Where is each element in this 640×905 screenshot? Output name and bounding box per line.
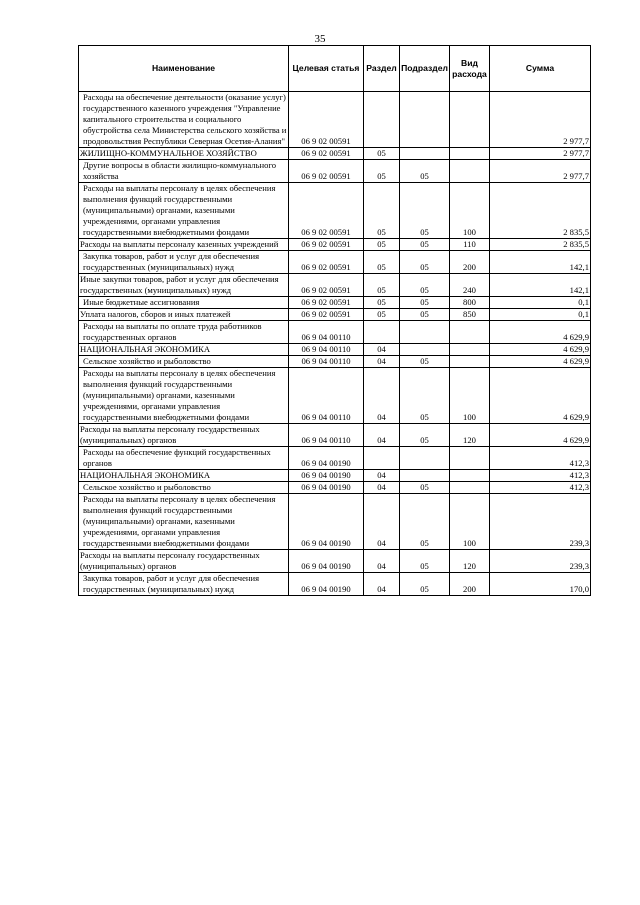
table-row xyxy=(79,424,591,447)
row-expense-type xyxy=(450,344,490,356)
row-name: Расходы на обеспечение функций государственных органов xyxy=(79,447,289,470)
row-section: 04 xyxy=(364,573,400,596)
row-section: 04 xyxy=(364,344,400,356)
row-subsection xyxy=(400,344,450,356)
row-section: 04 xyxy=(364,482,400,494)
row-name: Расходы на выплаты персоналу в целях обеспечения выполнения функций государственными (муниципальными) органами, казенными учреждениями, органами управления государственными внебюджетными фондами xyxy=(79,183,289,239)
row-section: 04 xyxy=(364,550,400,573)
row-section xyxy=(364,447,400,470)
row-name: Расходы на выплаты персоналу в целях обеспечения выполнения функций государственными (муниципальными) органами, казенными учреждениями, органами управления государственными внебюджетными фондами xyxy=(79,494,289,550)
budget-table xyxy=(78,45,591,596)
row-name: Иные закупки товаров, работ и услуг для обеспечения государственных (муниципальных) нужд xyxy=(79,274,289,297)
row-name: Другие вопросы в области жилищно-коммунального хозяйства xyxy=(79,160,289,183)
table-row xyxy=(79,321,591,344)
header-section: Раздел xyxy=(364,46,400,92)
row-expense-type: 200 xyxy=(450,251,490,274)
row-subsection: 05 xyxy=(400,550,450,573)
row-section: 05 xyxy=(364,239,400,251)
row-expense-type: 100 xyxy=(450,368,490,424)
row-expense-type: 800 xyxy=(450,297,490,309)
row-section xyxy=(364,92,400,148)
table-row xyxy=(79,251,591,274)
row-subsection: 05 xyxy=(400,297,450,309)
row-expense-type: 120 xyxy=(450,424,490,447)
table-row xyxy=(79,356,591,368)
row-amount: 239,3 xyxy=(490,550,591,573)
row-name: Расходы на выплаты персоналу в целях обеспечения выполнения функций государственными (муниципальными) органами, казенными учреждениями, органами управления государственными внебюджетными фондами xyxy=(79,368,289,424)
row-amount: 4 629,9 xyxy=(490,424,591,447)
row-section: 04 xyxy=(364,424,400,447)
row-name: Закупка товаров, работ и услуг для обеспечения государственных (муниципальных) нужд xyxy=(79,573,289,596)
row-section: 04 xyxy=(364,356,400,368)
row-amount: 239,3 xyxy=(490,494,591,550)
row-expense-type: 100 xyxy=(450,183,490,239)
row-subsection: 05 xyxy=(400,368,450,424)
row-expense-type: 120 xyxy=(450,550,490,573)
row-amount: 170,0 xyxy=(490,573,591,596)
row-section: 04 xyxy=(364,368,400,424)
row-section: 05 xyxy=(364,309,400,321)
row-amount: 0,1 xyxy=(490,309,591,321)
table-row xyxy=(79,494,591,550)
row-target: 06 9 04 00190 xyxy=(289,470,364,482)
row-expense-type xyxy=(450,482,490,494)
row-subsection: 05 xyxy=(400,309,450,321)
row-amount: 412,3 xyxy=(490,447,591,470)
row-name: НАЦИОНАЛЬНАЯ ЭКОНОМИКА xyxy=(79,470,289,482)
row-target: 06 9 02 00591 xyxy=(289,183,364,239)
row-target: 06 9 04 00190 xyxy=(289,494,364,550)
row-target: 06 9 02 00591 xyxy=(289,148,364,160)
row-name: Расходы на выплаты по оплате труда работников государственных органов xyxy=(79,321,289,344)
table-row xyxy=(79,239,591,251)
header-expense-type: Вид расхода xyxy=(450,46,490,92)
row-subsection: 05 xyxy=(400,482,450,494)
row-subsection: 05 xyxy=(400,356,450,368)
row-target: 06 9 04 00190 xyxy=(289,482,364,494)
row-expense-type: 240 xyxy=(450,274,490,297)
header-subsection: Подраздел xyxy=(400,46,450,92)
row-section: 05 xyxy=(364,274,400,297)
table-row xyxy=(79,470,591,482)
row-target: 06 9 02 00591 xyxy=(289,309,364,321)
row-amount: 4 629,9 xyxy=(490,356,591,368)
row-subsection: 05 xyxy=(400,183,450,239)
page-number: 35 xyxy=(314,33,326,45)
row-target: 06 9 04 00110 xyxy=(289,424,364,447)
row-section: 05 xyxy=(364,251,400,274)
row-subsection: 05 xyxy=(400,251,450,274)
row-section: 04 xyxy=(364,494,400,550)
table-row xyxy=(79,573,591,596)
row-subsection: 05 xyxy=(400,239,450,251)
row-name: Иные бюджетные ассигнования xyxy=(79,297,289,309)
table-row xyxy=(79,344,591,356)
row-expense-type: 200 xyxy=(450,573,490,596)
table-row xyxy=(79,160,591,183)
row-target: 06 9 02 00591 xyxy=(289,239,364,251)
row-subsection: 05 xyxy=(400,160,450,183)
row-target: 06 9 02 00591 xyxy=(289,251,364,274)
row-amount: 4 629,9 xyxy=(490,368,591,424)
row-amount: 2 835,5 xyxy=(490,239,591,251)
row-expense-type: 110 xyxy=(450,239,490,251)
row-amount: 2 835,5 xyxy=(490,183,591,239)
row-section: 05 xyxy=(364,183,400,239)
row-subsection xyxy=(400,321,450,344)
row-subsection xyxy=(400,92,450,148)
row-amount: 4 629,9 xyxy=(490,321,591,344)
row-subsection: 05 xyxy=(400,424,450,447)
row-expense-type: 100 xyxy=(450,494,490,550)
header-target: Целевая статья xyxy=(289,46,364,92)
table-row xyxy=(79,148,591,160)
row-name: Расходы на выплаты персоналу государственных (муниципальных) органов xyxy=(79,550,289,573)
row-amount: 0,1 xyxy=(490,297,591,309)
table-row xyxy=(79,297,591,309)
row-target: 06 9 04 00110 xyxy=(289,356,364,368)
row-amount: 412,3 xyxy=(490,470,591,482)
table-row xyxy=(79,309,591,321)
row-expense-type xyxy=(450,160,490,183)
row-amount: 2 977,7 xyxy=(490,92,591,148)
row-name: Сельское хозяйство и рыболовство xyxy=(79,356,289,368)
table-row xyxy=(79,92,591,148)
row-name: Расходы на обеспечение деятельности (оказание услуг) государственного казенного учреждения "Управление капитального строительства и социального обустройства села Министерства сельского хозяйства и продовольствия Республики Северная Осетия-Алания" xyxy=(79,92,289,148)
row-expense-type xyxy=(450,470,490,482)
table-row xyxy=(79,368,591,424)
row-amount: 2 977,7 xyxy=(490,160,591,183)
row-expense-type: 850 xyxy=(450,309,490,321)
row-subsection xyxy=(400,470,450,482)
row-name: НАЦИОНАЛЬНАЯ ЭКОНОМИКА xyxy=(79,344,289,356)
header-amount: Сумма xyxy=(490,46,591,92)
table-header-row xyxy=(79,46,591,92)
row-target: 06 9 04 00190 xyxy=(289,550,364,573)
row-subsection xyxy=(400,447,450,470)
row-section: 04 xyxy=(364,470,400,482)
row-target: 06 9 02 00591 xyxy=(289,297,364,309)
row-subsection: 05 xyxy=(400,494,450,550)
row-target: 06 9 02 00591 xyxy=(289,92,364,148)
row-subsection: 05 xyxy=(400,274,450,297)
row-target: 06 9 04 00190 xyxy=(289,447,364,470)
row-subsection: 05 xyxy=(400,573,450,596)
row-name: Расходы на выплаты персоналу казенных учреждений xyxy=(79,239,289,251)
row-amount: 142,1 xyxy=(490,274,591,297)
row-expense-type xyxy=(450,447,490,470)
row-name: ЖИЛИЩНО-КОММУНАЛЬНОЕ ХОЗЯЙСТВО xyxy=(79,148,289,160)
table-row xyxy=(79,482,591,494)
row-target: 06 9 02 00591 xyxy=(289,160,364,183)
row-name: Закупка товаров, работ и услуг для обеспечения государственных (муниципальных) нужд xyxy=(79,251,289,274)
row-name: Расходы на выплаты персоналу государственных (муниципальных) органов xyxy=(79,424,289,447)
row-section xyxy=(364,321,400,344)
row-target: 06 9 04 00110 xyxy=(289,344,364,356)
row-section: 05 xyxy=(364,297,400,309)
table-row xyxy=(79,183,591,239)
row-target: 06 9 04 00190 xyxy=(289,573,364,596)
row-amount: 412,3 xyxy=(490,482,591,494)
row-amount: 4 629,9 xyxy=(490,344,591,356)
row-name: Уплата налогов, сборов и иных платежей xyxy=(79,309,289,321)
row-expense-type xyxy=(450,148,490,160)
row-section: 05 xyxy=(364,148,400,160)
row-name: Сельское хозяйство и рыболовство xyxy=(79,482,289,494)
row-subsection xyxy=(400,148,450,160)
row-expense-type xyxy=(450,356,490,368)
table-row xyxy=(79,447,591,470)
row-amount: 142,1 xyxy=(490,251,591,274)
row-section: 05 xyxy=(364,160,400,183)
row-expense-type xyxy=(450,321,490,344)
row-target: 06 9 02 00591 xyxy=(289,274,364,297)
header-name: Наименование xyxy=(79,46,289,92)
row-target: 06 9 04 00110 xyxy=(289,321,364,344)
table-row xyxy=(79,550,591,573)
table-row xyxy=(79,274,591,297)
row-amount: 2 977,7 xyxy=(490,148,591,160)
row-target: 06 9 04 00110 xyxy=(289,368,364,424)
row-expense-type xyxy=(450,92,490,148)
